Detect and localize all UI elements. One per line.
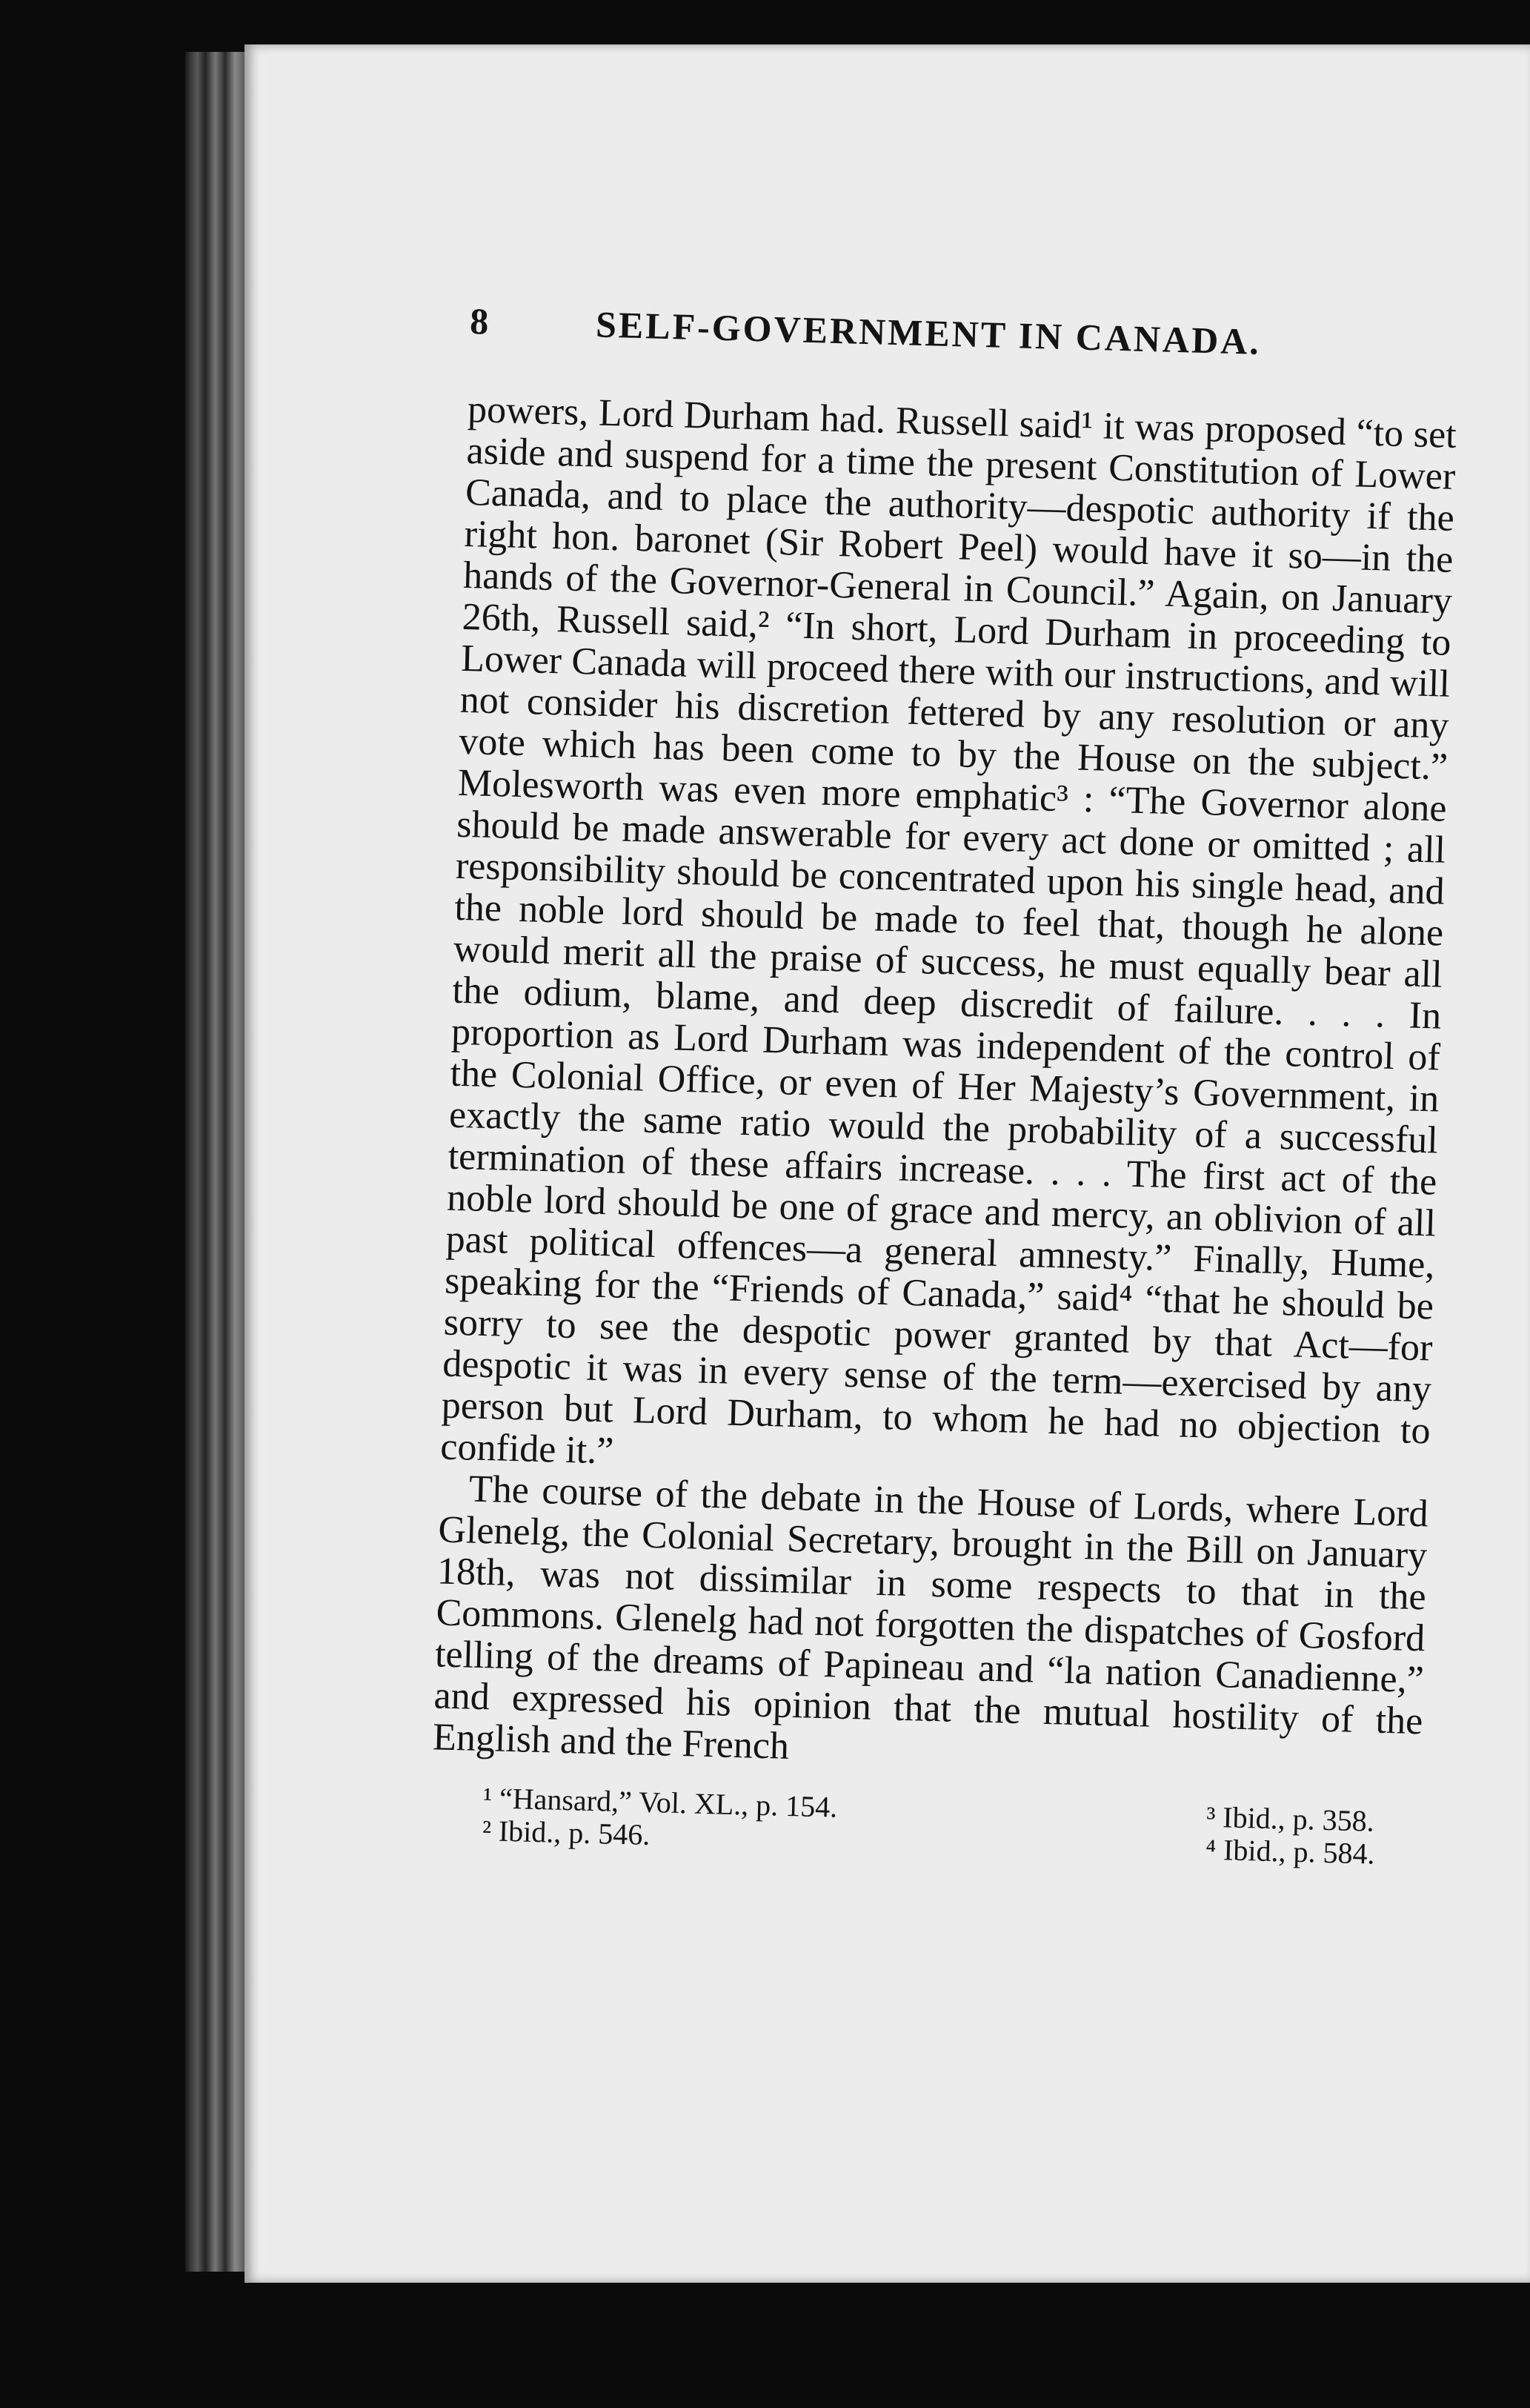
running-title: SELF-GOVERNMENT IN CANADA. xyxy=(595,303,1262,362)
book-page xyxy=(245,44,1530,2283)
footnote-3: ³ Ibid., p. 358. xyxy=(1205,1800,1375,1838)
page-content xyxy=(430,300,1459,1871)
body-text xyxy=(432,389,1457,1784)
footnotes xyxy=(430,1780,1420,1871)
page-number: 8 xyxy=(469,300,489,342)
book-spine-edge xyxy=(185,52,252,2272)
page-header xyxy=(469,300,1460,393)
footnotes-left xyxy=(482,1782,837,1856)
paragraph-1: powers, Lord Durham had. Russell said¹ it was proposed “to set aside and suspend for a time the present Constitution of Lower Canada, and to place the authority—despotic authority if the right hon. baronet (Sir Robert Peel) would have it so—in the hands of the Governor-General in Council.” Again, on January 26th, Russell said,² “In short, Lord Durham in proceeding to Lower Canada will proceed there with our instructions, and will not consider his discretion fettered by any resolution or any vote which has been come to by the House on the subject.” Molesworth was even more emphatic³ : “The Governor alone should be made answerable for every act done or omitted ; all responsibility should be concentrated upon his single head, and the noble lord should be made to feel that, though he alone would merit all the praise of success, he must equally bear all the odium, blame, and deep discredit of failure. . . . In proportion as Lord Durham was independent of the control of the Colonial Office, or even of Her Majesty’s Government, in exactly the same ratio would the probability of a successful termination of these affairs increase. . . . The first act of the noble lord should be one of grace and mercy, an oblivion of all past political offences—a general amnesty.” Finally, Hume, speaking for the “Friends of Canada,” said⁴ “that he should be sorry to see the despotic power granted by that Act—for despotic it was in every sense of the term—exercised by any person but Lord Durham, to whom he had no objection to confide it.” xyxy=(439,388,1457,1473)
footnote-2: ² Ibid., p. 546. xyxy=(482,1814,651,1852)
footnote-4: ⁴ Ibid., p. 584. xyxy=(1205,1832,1376,1871)
footnote-1: ¹ “Hansard,” Vol. XL., p. 154. xyxy=(482,1781,838,1824)
footnotes-right xyxy=(1205,1801,1377,1871)
paragraph-2: The course of the debate in the House of Lords, where Lord Glenelg, the Colonial Secretary, brought in the Bill on January 18th, was not dissimilar in some respects to that in the Commons. Glenelg had not forgotten the dispatches of Gosford telling of the dreams of Papineau and “la nation Canadienne,” and expressed his opinion that the mutual hostility of the English and the French xyxy=(432,1467,1429,1768)
